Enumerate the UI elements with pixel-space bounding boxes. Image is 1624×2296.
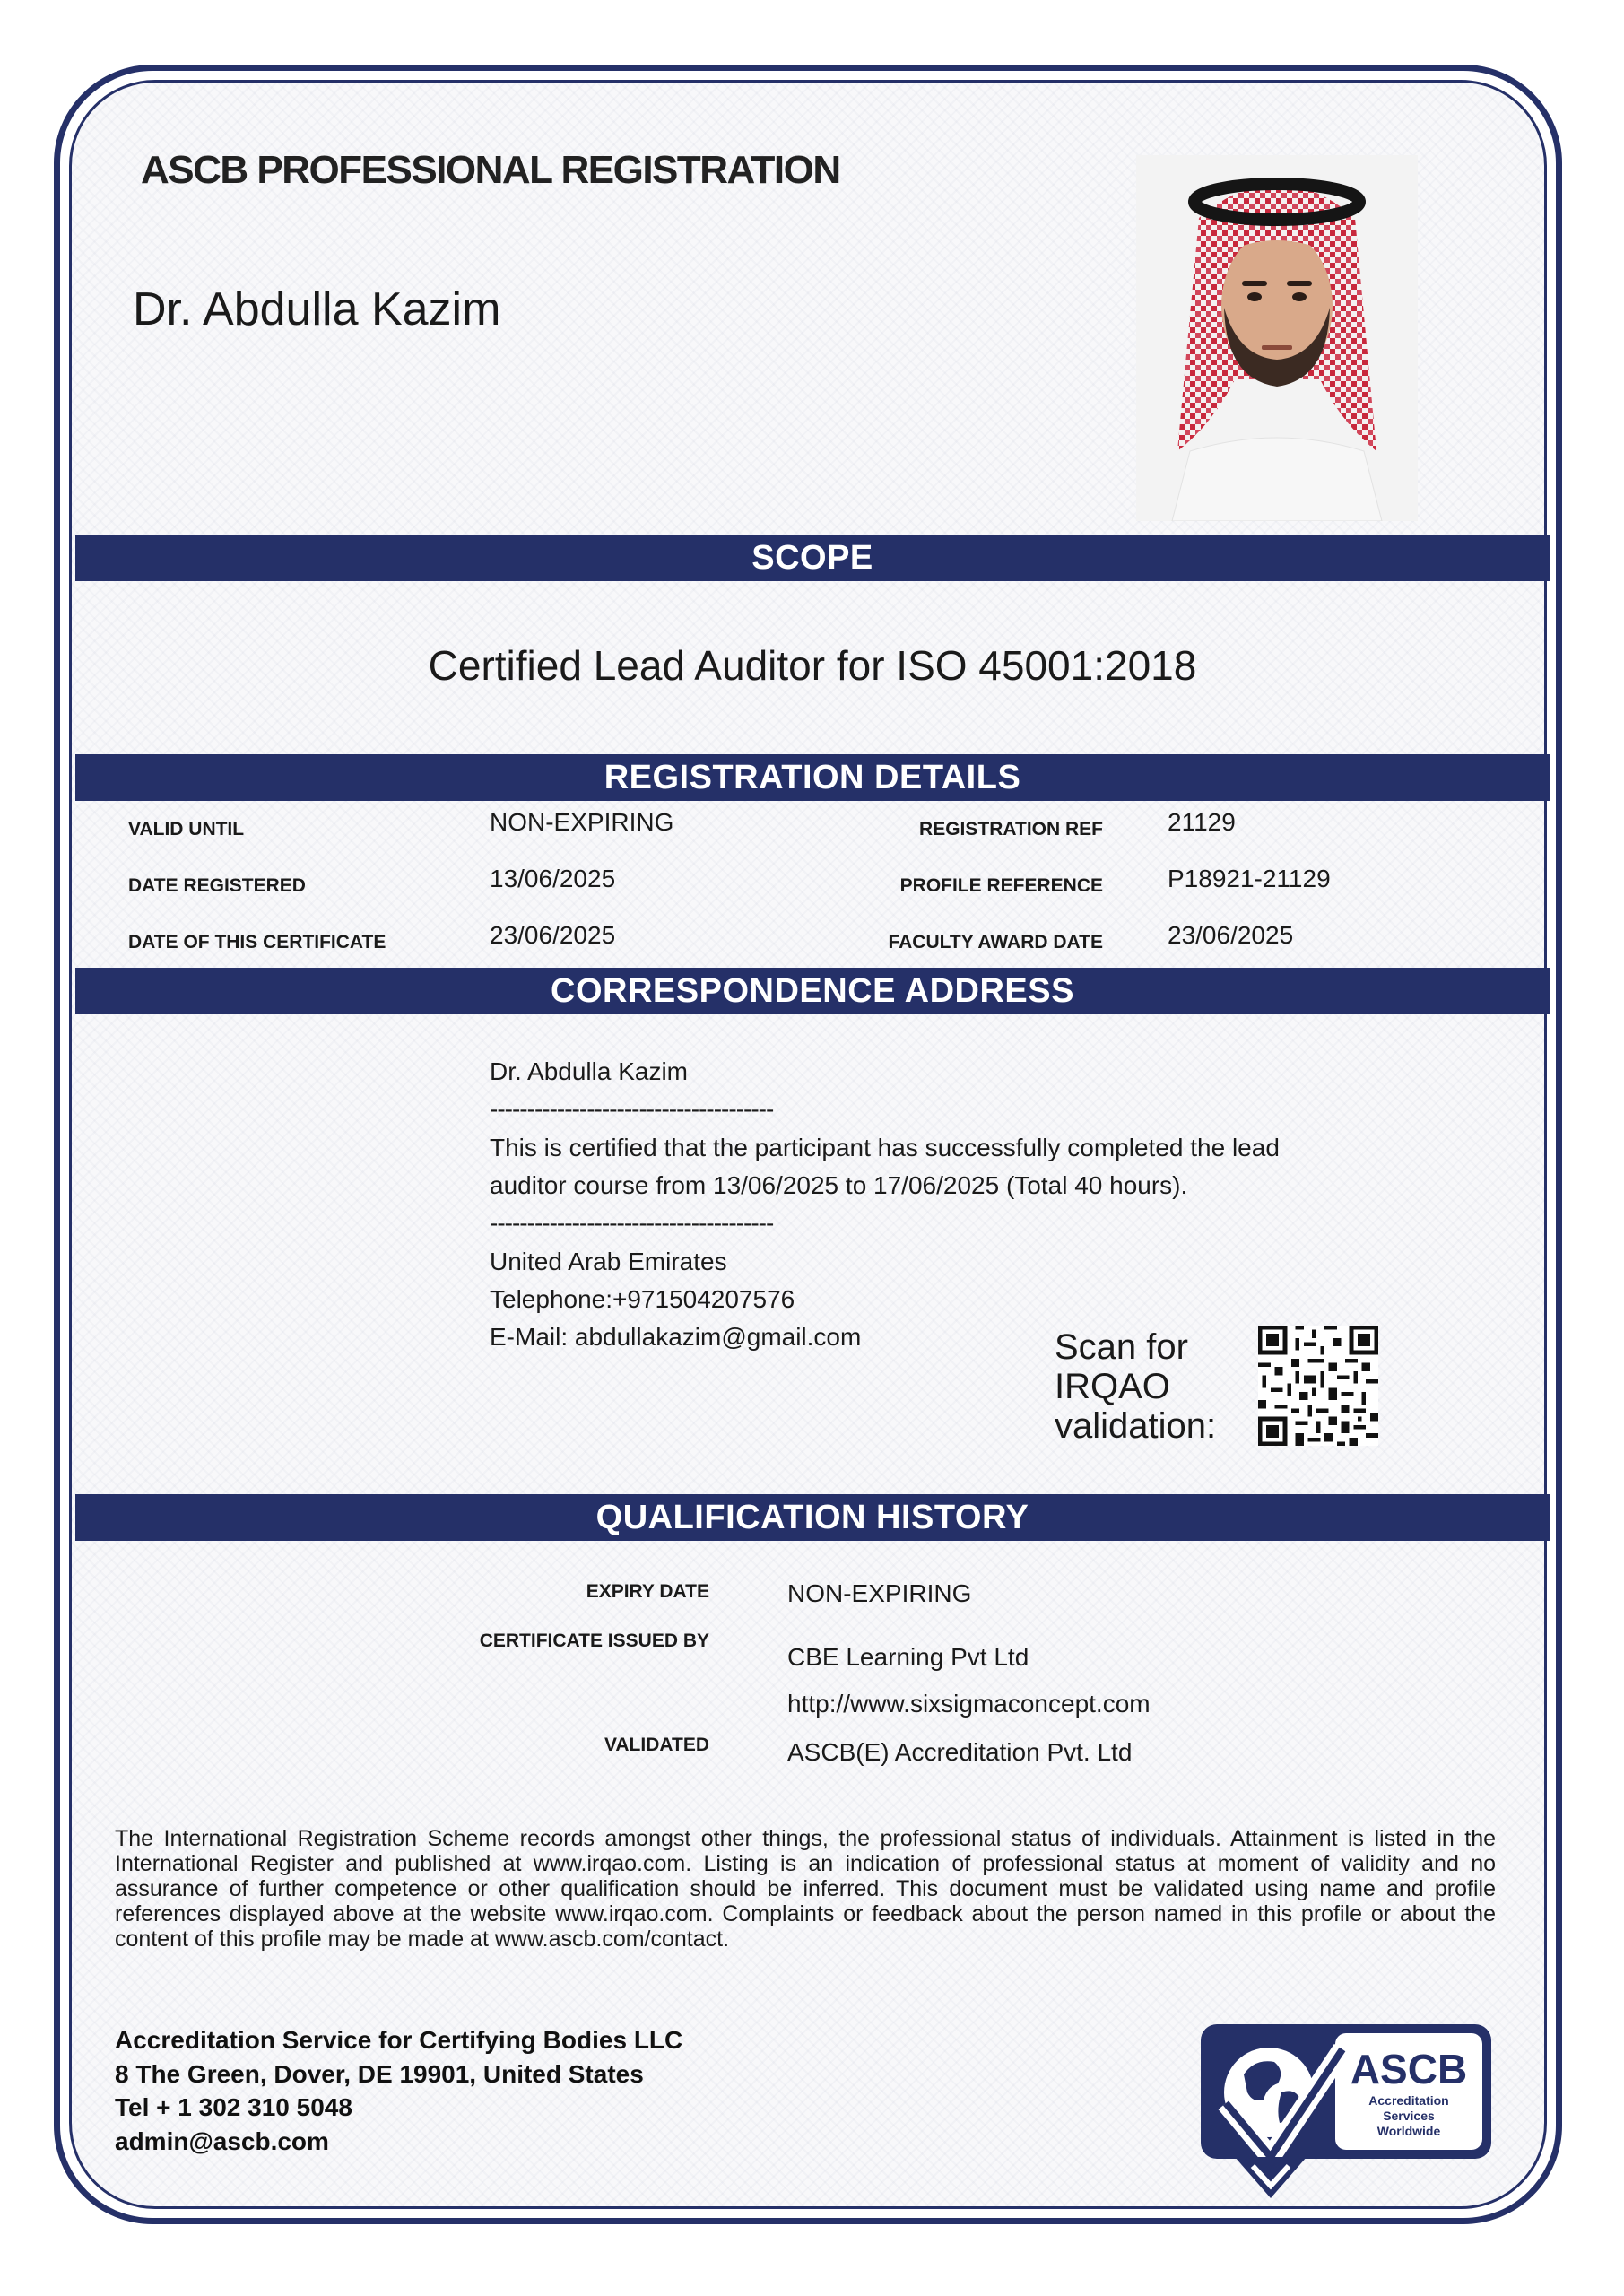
validated-label: VALIDATED <box>604 1735 709 1755</box>
scan-line-2: IRQAO <box>1055 1367 1170 1406</box>
expiry-date-value: NON-EXPIRING <box>787 1579 972 1607</box>
statement-line-1: This is certified that the participant has successfully completed the lead <box>490 1134 1280 1161</box>
section-scope-header: SCOPE <box>75 535 1550 581</box>
scan-instructions <box>1055 1327 1216 1446</box>
issuer-tel: Tel + 1 302 310 5048 <box>115 2093 352 2121</box>
statement-line-2: auditor course from 13/06/2025 to 17/06/2025 (Total 40 hours). <box>490 1171 1188 1199</box>
date-certificate-value: 23/06/2025 <box>490 921 616 949</box>
issuer-address-block <box>115 2023 682 2158</box>
ascb-logo <box>1199 2022 1493 2202</box>
section-qualification-header: QUALIFICATION HISTORY <box>75 1494 1550 1541</box>
issued-by-value: CBE Learning Pvt Ltd <box>787 1643 1029 1671</box>
qr-code-icon[interactable] <box>1258 1326 1378 1446</box>
scan-line-3: validation: <box>1055 1406 1217 1446</box>
expiry-date-label: EXPIRY DATE <box>586 1581 709 1602</box>
logo-line-2: Services <box>1383 2109 1435 2123</box>
globe-checkmark-icon <box>1199 2022 1493 2202</box>
faculty-award-label: FACULTY AWARD DATE <box>888 932 1103 952</box>
qr-code-graphic <box>1258 1326 1378 1446</box>
issuer-email[interactable]: admin@ascb.com <box>115 2126 329 2155</box>
address-divider-top: -------------------------------------- <box>490 1095 774 1123</box>
portrait-image <box>1136 155 1418 521</box>
logo-name: ASCB <box>1350 2046 1468 2092</box>
registration-ref-value: 21129 <box>1168 808 1236 836</box>
scan-line-1: Scan for <box>1055 1327 1188 1367</box>
issuer-url[interactable]: http://www.sixsigmaconcept.com <box>787 1690 1151 1718</box>
address-divider-bottom: -------------------------------------- <box>490 1209 774 1237</box>
address-telephone: Telephone:+971504207576 <box>490 1285 795 1313</box>
registration-ref-label: REGISTRATION REF <box>919 819 1103 839</box>
date-registered-value: 13/06/2025 <box>490 865 616 892</box>
validated-value: ASCB(E) Accreditation Pvt. Ltd <box>787 1738 1133 1766</box>
profile-reference-label: PROFILE REFERENCE <box>899 875 1103 896</box>
section-registration-header: REGISTRATION DETAILS <box>75 754 1550 801</box>
address-name: Dr. Abdulla Kazim <box>490 1057 688 1085</box>
section-correspondence-header: CORRESPONDENCE ADDRESS <box>75 968 1550 1014</box>
disclaimer-text: The International Registration Scheme records amongst other things, the professional status of individuals. Attainment is listed in the International Register and published at www.irqao.com. Listing is an indication of professional status at moment of validity and no assurance of further competence or other qualification should be inferred. This document must be validated using name and profile references displayed above at the website www.irqao.com. Complaints or feedback about the person named in this profile or about the content of this profile may be made at www.ascb.com/contact. <box>115 1826 1496 1952</box>
profile-reference-value: P18921-21129 <box>1168 865 1331 892</box>
issued-by-label: CERTIFICATE ISSUED BY <box>479 1631 709 1651</box>
issuer-org: Accreditation Service for Certifying Bodies LLC <box>115 2026 683 2054</box>
page-title: ASCB PROFESSIONAL REGISTRATION <box>141 148 840 192</box>
scope-text: Certified Lead Auditor for ISO 45001:2018 <box>428 642 1197 689</box>
logo-line-1: Accreditation <box>1368 2093 1449 2108</box>
issuer-street: 8 The Green, Dover, DE 19901, United States <box>115 2059 644 2088</box>
valid-until-value: NON-EXPIRING <box>490 808 674 836</box>
date-certificate-label: DATE OF THIS CERTIFICATE <box>128 932 386 952</box>
valid-until-label: VALID UNTIL <box>128 819 245 839</box>
address-email: E-Mail: abdullakazim@gmail.com <box>490 1323 862 1351</box>
faculty-award-value: 23/06/2025 <box>1168 921 1294 949</box>
date-registered-label: DATE REGISTERED <box>128 875 306 896</box>
holder-photo <box>1136 155 1418 521</box>
address-country: United Arab Emirates <box>490 1248 727 1275</box>
holder-name: Dr. Abdulla Kazim <box>133 283 501 335</box>
logo-line-3: Worldwide <box>1376 2124 1441 2138</box>
